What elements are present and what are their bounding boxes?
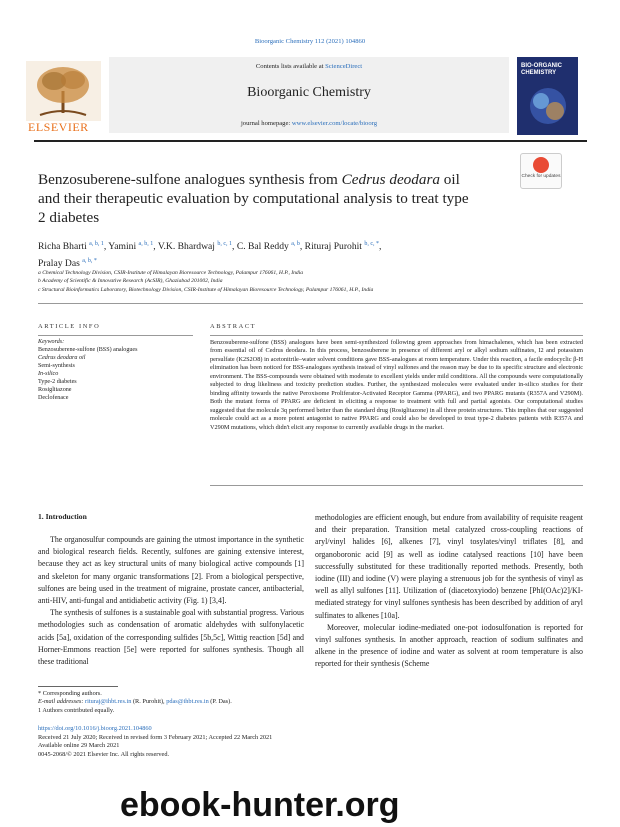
author[interactable]: V.K. Bhardwaj $^{b, c, 1}$: [157, 241, 233, 253]
publication-info: [38, 725, 358, 759]
body-paragraph: methodologies are efficient enough, but endure from availability of requisite reagent and their preparation. Transition metal catalyzed cross-coupling reactions of aryl/vinyl halides [6], alkenes [7], vinyl tosylates/vinyl triflates [8], and organoboronic acid [9] as well as iodine catalysed reactions [10] have been successfully substituted for these traditionally reported methods. Presently, both iodine (III) and iodine (V) were playing a strenuous job for the synthesis of vinyl as well as allyl sulfones [11]. Utilization of (diacetoxyiodo) benzene [PhI(OAc)2]/KI-mediated strategy for vinyl sulfones synthesis has been described by addition of aryl sulfinates to alkenes [10a].: [315, 513, 583, 620]
abstract-text: Benzosuberene-sulfone (BSS) analogues have been semi-synthesized following green approaches from himachalenes, which has been extracted from essential oil of Cedrus deodara. In this process, benzosuberene in presence of different aryl or alkyl sodium sulfinates, I2 and potassium persulfate (K2S2O8) in acetonitrile–water solvent conditions gave BSS-analogues at room temperature. Under this reaction, a facile endocyclic β-H elimination has been noticed for BSS-analogues synthesis instead of vinyl sulfones and the reason may be due to its specific structure and electronic environment. The BSS-compounds were obtained with moderate to excellent yields under mild conditions. All the compounds were computationally subjected to drug likeliness and toxicity prediction studies. Further, the synthesized molecules were evaluated under in-silico studies for their binding affinity towards the native Peroxisome Proliferator-Activated Receptor Gamma (PPARG), and two PPARG mutants (R357A and V290M). Both the mutant forms of PPARG are deficient in eliciting a response to treatment with full and partial agonists. Our computational studies suggested that the molecule 3q performed better than the standard drug (Rosiglitazone) in all three protein structures. This implies that our suggested molecule could act as a more potent antagonist to native PPARG and could also be developed to treat type-2 diabetes patients with R357A and V290M mutations, which didn't elicit any response to currently available drugs in the market.: [210, 339, 583, 431]
check-for-updates-button[interactable]: [520, 153, 562, 189]
body-paragraph: The synthesis of sulfones is a sustainable goal with substantial progress. Various methodologies such as condensation of aromatic aldehydes with sulfonylacetic acids [5a], oxidation of the corresponding sulfides [5b,5c], Wittig reaction [5d] and Horner-Emmons reaction [5e] were reported for sulfones synthesis. Though all these traditional: [38, 608, 304, 667]
abstract-divider: [210, 335, 583, 336]
cover-title: BIO-ORGANIC: [521, 63, 562, 69]
cover-title: CHEMISTRY: [521, 70, 557, 76]
homepage-line: journal homepage: www.elsevier.com/locate/bioorg: [240, 120, 378, 127]
watermark: ebook-hunter.org: [120, 786, 400, 824]
footnote-divider: [38, 686, 118, 687]
received-dates: Received 21 July 2020; Received in revised form 3 February 2021; Accepted 22 March 2021: [38, 733, 273, 741]
affiliations: [38, 269, 578, 294]
journal-name: Bioorganic Chemistry: [247, 85, 371, 100]
journal-reference[interactable]: Bioorganic Chemistry 112 (2021) 104860: [254, 38, 366, 45]
publisher-name: ELSEVIER: [28, 120, 89, 134]
body-column-right: [315, 512, 583, 671]
homepage-link[interactable]: www.elsevier.com/locate/bioorg: [291, 120, 378, 127]
body-column-left: [38, 534, 304, 668]
copyright: 0045-2068/© 2021 Elsevier Inc. All rights reserved.: [38, 750, 170, 758]
keyword: Semi-synthesis: [38, 362, 75, 369]
contents-line: Contents lists available at ScienceDirect: [255, 63, 363, 70]
keywords-list: [38, 339, 198, 403]
keyword: In-silico: [38, 370, 59, 377]
doi-link[interactable]: https://doi.org/10.1016/j.bioorg.2021.104860: [38, 725, 152, 732]
article-info-divider: [38, 335, 193, 336]
author[interactable]: C. Bal Reddy $^{a, b}$: [236, 241, 300, 253]
keyword: Benzosuberene-sulfone (BSS) analogues: [38, 346, 138, 353]
keyword: Declofenace: [38, 394, 69, 401]
abstract-end-divider: [210, 485, 583, 486]
email-link[interactable]: rituraj@ihbt.res.in: [85, 698, 132, 706]
affiliation: c Structural Bioinformatics Laboratory, Biotechnology Division, CSIR-Institute of Himalayan Bioresource Technology, Palampur 176061, H.P., India: [38, 286, 374, 293]
article-title: Benzosuberene-sulfone analogues synthesis from Cedrus deodara oil and their therapeutic evaluation by computational analysis to treat type 2 diabetes: [38, 171, 469, 226]
masthead: [26, 57, 594, 135]
keywords-label: Keywords:: [38, 339, 65, 345]
keyword: Rosiglitazone: [38, 386, 72, 393]
author[interactable]: Yamini $^{a, b, 1}$: [108, 241, 154, 253]
available-date: Available online 29 March 2021: [38, 742, 120, 750]
affiliation: a Chemical Technology Division, CSIR-Institute of Himalayan Bioresource Technology, Palampur 176061, H.P., India: [38, 270, 304, 276]
check-updates-label: Check for updates: [521, 174, 561, 179]
affiliation: b Academy of Scientific & Innovative Research (AcSIR), Ghaziabad 201002, India: [38, 278, 223, 285]
introduction-heading: 1. Introduction: [38, 512, 87, 521]
email-link[interactable]: pdas@ihbt.res.in: [166, 698, 209, 706]
author[interactable]: Rituraj Purohit $^{b, c, *}$: [304, 241, 380, 253]
email-note: E-mail addresses: rituraj@ihbt.res.in (R. Purohit), pdas@ihbt.res.in (P. Das).: [38, 698, 232, 706]
sciencedirect-link[interactable]: ScienceDirect: [325, 63, 363, 70]
keyword: Cedrus deodara oil: [38, 354, 86, 361]
journal-header-box: [109, 57, 509, 133]
check-updates-icon: [533, 157, 549, 173]
body-paragraph: The organosulfur compounds are gaining the utmost importance in the synthetic and biological research fields. Recently, sulfones are gaining extensive interest, because they act as key structural units of many biological active compounds [1] and skeleton for many organic transformations [2]. From a biological perspective, sulfones are being used in the treatment of migraine, prostate cancer, antibacterial, anti-HIV, anti-fungal and antidiabetic activity (Fig. 1) [3,4].: [38, 535, 304, 606]
footnotes: [38, 690, 338, 715]
body-paragraph: Moreover, molecular iodine-mediated one-pot iodosulfonation is reported for vinyl sulfones synthesis. In another approach, reaction of sodium sulfinates and alkene in the presence of iodine and water as solvent at room temperature is also reported for their synthesis (Scheme: [315, 622, 583, 669]
author[interactable]: Pralay Das $^{a, b, *}$: [38, 258, 97, 270]
section-divider: [38, 303, 583, 304]
corresponding-note: * Corresponding authors.: [38, 690, 102, 697]
author-list: Richa Bharti $^{a, b, 1}$, Yamini $^{a, b, 1}$, V.K. Bhardwaj $^{b, c, 1}$, C. Bal Reddy $^{a, b}$, Rituraj Purohit $^{b, c, *}$, Pralay Das $^{a, b, *}$: [38, 241, 382, 270]
abstract-heading: ABSTRACT: [210, 323, 257, 330]
journal-cover-image[interactable]: [517, 57, 578, 135]
keyword: Type-2 diabetes: [38, 378, 77, 385]
header-divider: [34, 140, 587, 142]
equal-contribution-note: 1 Authors contributed equally.: [38, 706, 115, 714]
cover-art-icon: [523, 83, 573, 129]
author[interactable]: Richa Bharti $^{a, b, 1}$: [38, 241, 104, 253]
article-info-heading: ARTICLE INFO: [38, 323, 101, 330]
